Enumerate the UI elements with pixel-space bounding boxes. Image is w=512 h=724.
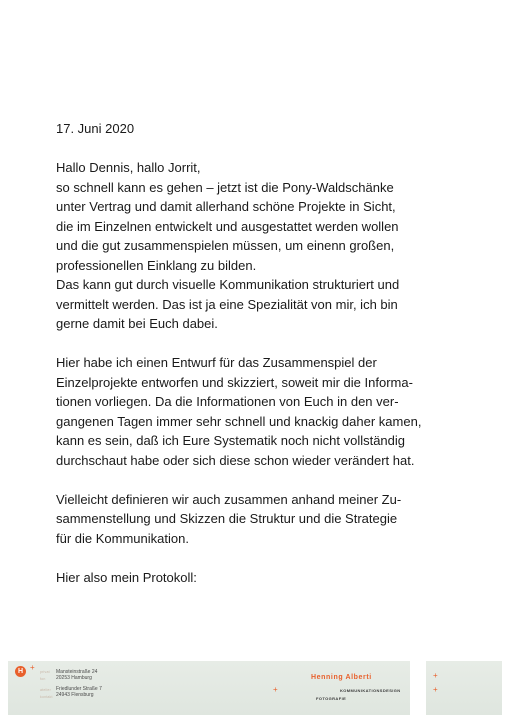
text-line: und die gut zusammenspielen müssen, um einenn großen,	[56, 238, 395, 253]
letter-body	[56, 119, 456, 587]
letterhead-side-panel	[426, 661, 502, 715]
plus-icon: +	[433, 671, 438, 680]
label-phone: fon	[40, 677, 46, 681]
text-line: die im Einzelnen entwickelt und ausgestattet werden wollen	[56, 218, 399, 234]
text-line: sammenstellung und Skizzen die Struktur und die Strategie	[56, 511, 398, 526]
label-studio: atelier	[40, 688, 51, 692]
address-hamburg	[56, 669, 97, 681]
text-line: durchschaut habe oder sich diese schon wieder verändert hat.	[56, 452, 415, 468]
address-line: Friedlunder Straße 7	[56, 686, 102, 692]
brand-subtitle-photo: FOTOGRAFIE	[316, 696, 347, 701]
letter-closing: Hier also mein Protokoll:	[56, 569, 197, 585]
label-contact: kontakt	[40, 695, 53, 699]
text-line: Vielleicht definieren wir auch zusammen anhand meiner Zu-	[56, 491, 402, 507]
address-line: 20253 Hamburg	[56, 675, 92, 681]
plus-icon: +	[30, 663, 35, 672]
text-line: unter Vertrag und damit allerhand schöne Projekte in Sicht,	[56, 199, 396, 214]
address-line: Mansteinstraße 24	[56, 669, 98, 675]
label-home: privat	[40, 670, 50, 674]
letter-greeting: Hallo Dennis, hallo Jorrit,	[56, 160, 201, 175]
letterhead-footer	[8, 661, 410, 715]
text-line: kann es sein, daß ich Eure Systematik noch nicht vollständig	[56, 433, 406, 448]
brand-subtitle-design: KOMMUNIKATIONSDESIGN	[340, 688, 401, 693]
address-flensburg	[56, 686, 102, 698]
plus-icon: +	[273, 685, 278, 694]
text-line: Das kann gut durch visuelle Kommunikation strukturiert und	[56, 277, 400, 292]
paragraph-draft	[56, 353, 456, 470]
text-line: tionen vorliegen. Da die Informationen von Euch in den ver-	[56, 394, 399, 409]
text-line: Hier habe ich einen Entwurf für das Zusammenspiel der	[56, 355, 377, 370]
text-line: vermittelt werden. Das ist ja eine Spezialität von mir, ich bin	[56, 296, 398, 312]
text-line: gerne damit bei Euch dabei.	[56, 316, 218, 331]
plus-icon: +	[433, 685, 438, 694]
address-line: 24943 Flensburg	[56, 692, 94, 698]
text-line: für die Kommunikation.	[56, 530, 189, 546]
text-line: Einzelprojekte entworfen und skizziert, soweit mir die Informa-	[56, 374, 413, 390]
text-line: so schnell kann es gehen – jetzt ist die Pony-Waldschänke	[56, 179, 394, 195]
letter-date: 17. Juni 2020	[56, 121, 135, 136]
text-line: gangenen Tagen immer sehr schnell und knackig daher kamen,	[56, 413, 422, 429]
text-line: professionellen Einklang zu bilden.	[56, 257, 257, 273]
logo-icon: H	[15, 666, 26, 677]
paragraph-intro	[56, 178, 456, 334]
brand-name: Henning Alberti	[311, 674, 372, 681]
paragraph-proposal	[56, 490, 456, 549]
